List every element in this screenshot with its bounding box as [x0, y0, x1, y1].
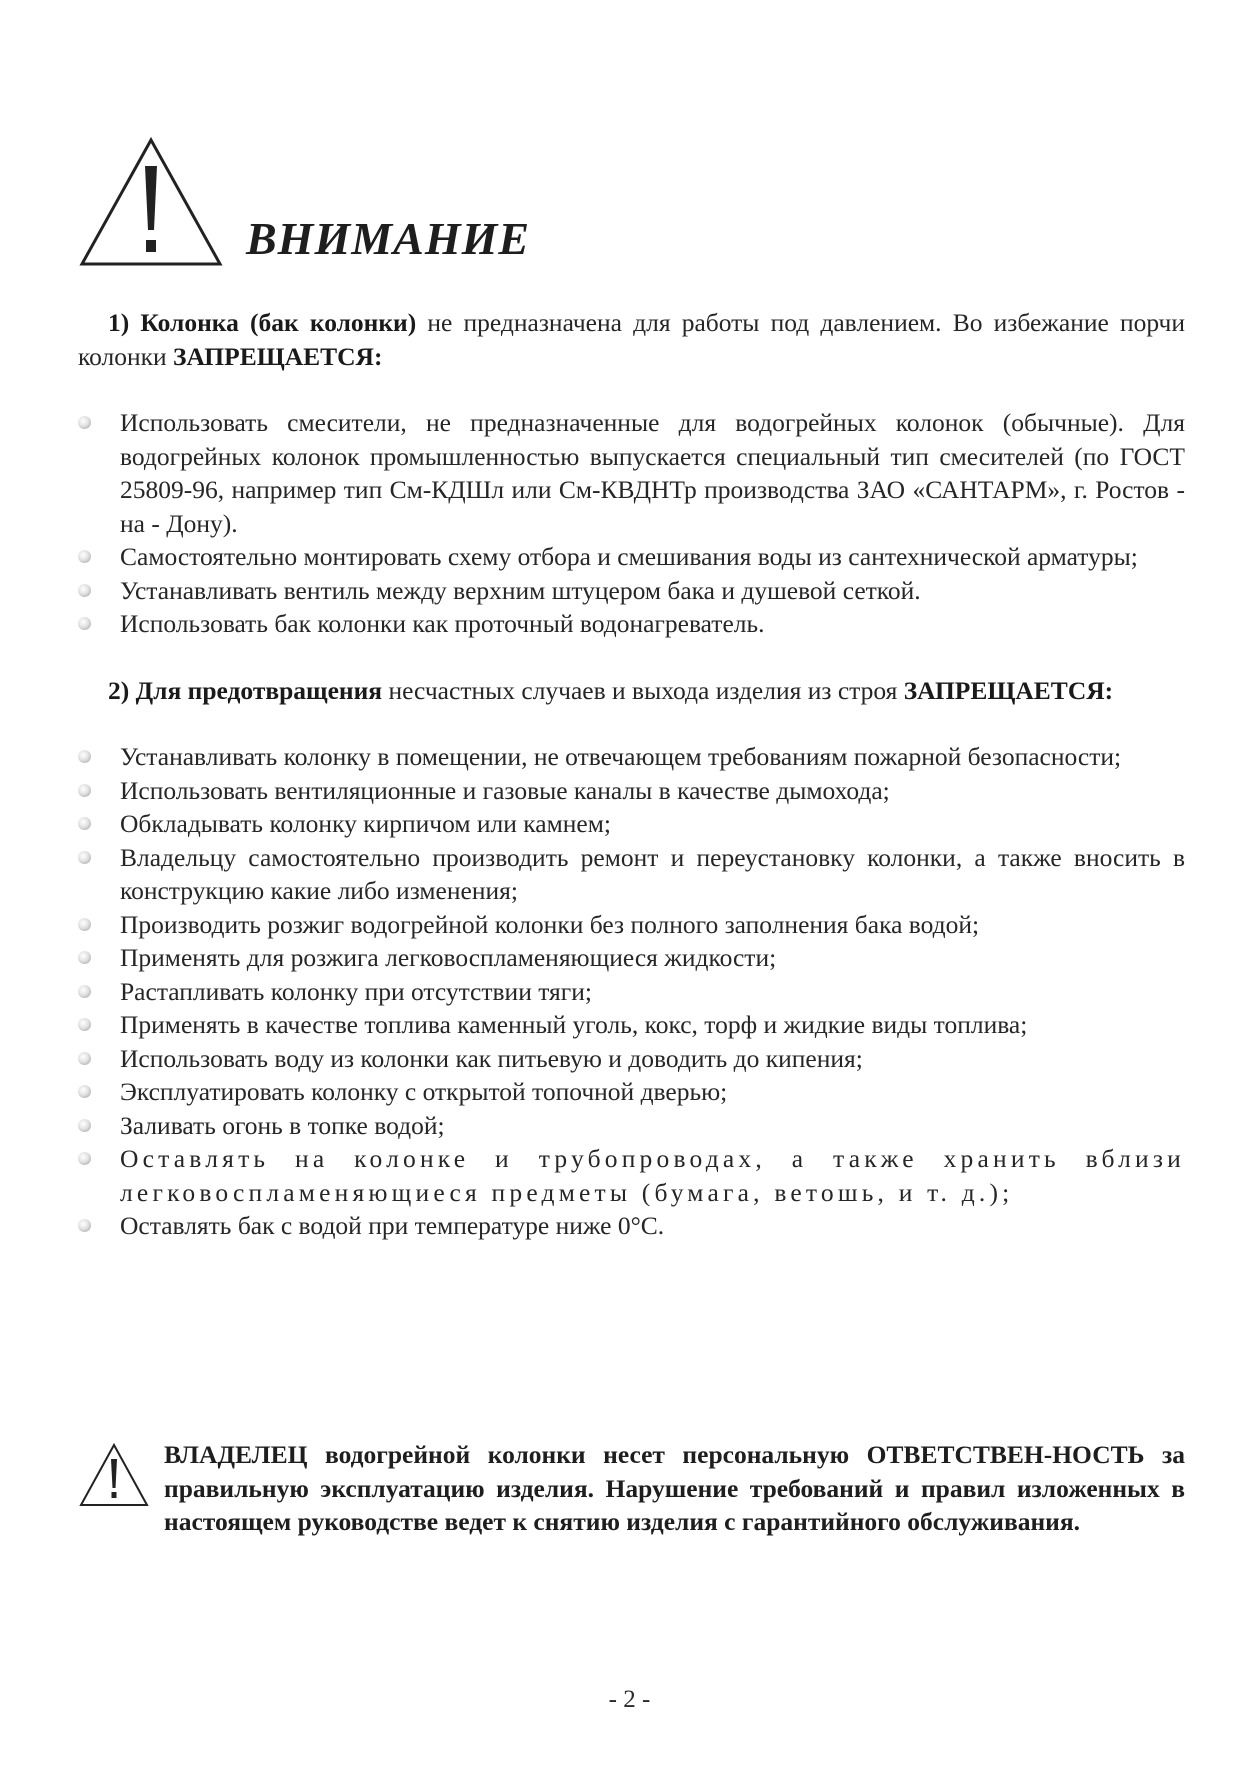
section-2-lead-text: несчастных случаев и выхода изделия из строя [382, 675, 904, 705]
list-item-text: Использовать вентиляционные и газовые каналы в качестве дымохода; [120, 775, 890, 805]
list-item [78, 807, 1185, 841]
bullet-icon [78, 1018, 91, 1031]
list-item [78, 540, 1185, 574]
section-2-lead: Для предотвращения [135, 675, 383, 705]
list-item-text: Устанавливать вентиль между верхним штуцером бака и душевой сеткой. [120, 575, 921, 605]
list-item [78, 574, 1185, 608]
bullet-icon [78, 1152, 91, 1165]
list-item-text: Оставлять на колонке и трубопроводах, а также хранить вблизи легковоспламеняющиеся предметы (бумага, ветошь, и т. д.); [120, 1144, 1185, 1207]
list-item-text: Применять для розжига легковоспламеняющиеся жидкости; [120, 943, 777, 972]
bullet-icon [78, 584, 91, 597]
warning-header [78, 136, 778, 272]
list-item [78, 1075, 1185, 1109]
section-1-list [78, 406, 1185, 641]
list-item [78, 1209, 1185, 1243]
list-item [78, 774, 1185, 808]
bullet-icon [78, 918, 91, 931]
section-2-intro [78, 674, 1185, 708]
section-1-intro [78, 306, 1185, 373]
list-item-text: Эксплуатировать колонку с открытой топочной дверью; [120, 1077, 728, 1106]
bullet-icon [78, 550, 91, 563]
section-2-forbidden: ЗАПРЕЩАЕТСЯ: [903, 675, 1114, 705]
section-2-list [78, 740, 1185, 1243]
bullet-icon [78, 851, 91, 864]
list-item [78, 607, 1185, 641]
section-1-number: 1) [108, 308, 130, 337]
list-item-text: Растапливать колонку при отсутствии тяги; [120, 976, 592, 1006]
section-2-number: 2) [108, 675, 130, 705]
responsibility-note [78, 1438, 1185, 1578]
bullet-icon [78, 1085, 91, 1098]
list-item [78, 406, 1185, 540]
list-item-text: Владельцу самостоятельно производить ремонт и переустановку колонки, а также вносить в конструкцию какие либо изменения; [120, 842, 1185, 905]
bullet-icon [78, 1052, 91, 1065]
section-1-lead-text: не предназначена для работы под давлением. Во избежание порчи колонки [78, 308, 1185, 371]
main-content [78, 306, 1185, 1243]
list-item-text: Применять в качестве топлива каменный уголь, кокс, торф и жидкие виды топлива; [120, 1010, 1028, 1039]
bullet-icon [78, 617, 91, 630]
list-item-text: Использовать бак колонки как проточный водонагреватель. [120, 609, 765, 638]
bullet-icon [78, 784, 91, 797]
list-item [78, 1042, 1185, 1076]
bullet-icon [78, 817, 91, 830]
bullet-icon [78, 750, 91, 763]
bullet-icon [78, 951, 91, 964]
bullet-icon [78, 985, 91, 998]
list-item-text: Использовать воду из колонки как питьевую и доводить до кипения; [120, 1043, 863, 1073]
bullet-icon [78, 416, 91, 429]
section-1-lead: Колонка (бак колонки) [140, 308, 417, 337]
section-1-forbidden: ЗАПРЕЩАЕТСЯ: [173, 341, 383, 371]
page-title: ВНИМАНИЕ [246, 213, 531, 264]
list-item-text: Производить розжиг водогрейной колонки без полного заполнения бака водой; [120, 909, 980, 939]
list-item [78, 740, 1185, 774]
list-item [78, 1008, 1185, 1042]
list-item [78, 908, 1185, 942]
bullet-icon [78, 1119, 91, 1132]
warning-triangle-icon [78, 136, 224, 268]
list-item [78, 1142, 1185, 1209]
responsibility-text: ВЛАДЕЛЕЦ водогрейной колонки несет персональную ОТВЕТСТВЕН-НОСТЬ за правильную эксплуатацию изделия. Нарушение требований и правил изложенных в настоящем руководстве ведет к снятию изделия с гарантийного обслуживания. [164, 1440, 1185, 1536]
list-item-text: Обкладывать колонку кирпичом или камнем; [120, 809, 611, 838]
list-item [78, 841, 1185, 908]
list-item [78, 975, 1185, 1009]
list-item-text: Заливать огонь в топке водой; [120, 1110, 445, 1140]
list-item [78, 1109, 1185, 1143]
list-item-text: Самостоятельно монтировать схему отбора и смешивания воды из сантехнической арматуры; [120, 542, 1138, 571]
warning-triangle-icon [78, 1442, 150, 1508]
list-item [78, 941, 1185, 975]
list-item-text: Устанавливать колонку в помещении, не отвечающем требованиям пожарной безопасности; [120, 742, 1122, 771]
bullet-icon [78, 1219, 91, 1232]
page-number: - 2 - [608, 1686, 651, 1713]
list-item-text: Оставлять бак с водой при температуре ниже 0°С. [120, 1211, 665, 1240]
list-item-text: Использовать смесители, не предназначенные для водогрейных колонок (обычные). Для водогрейных колонок промышленностью выпускается специальный тип смесителей (по ГОСТ 25809-96, например тип См-КДШл или См-КВДНТр производства ЗАО «САНТАРМ», г. Ростов - на - Дону). [120, 408, 1185, 538]
